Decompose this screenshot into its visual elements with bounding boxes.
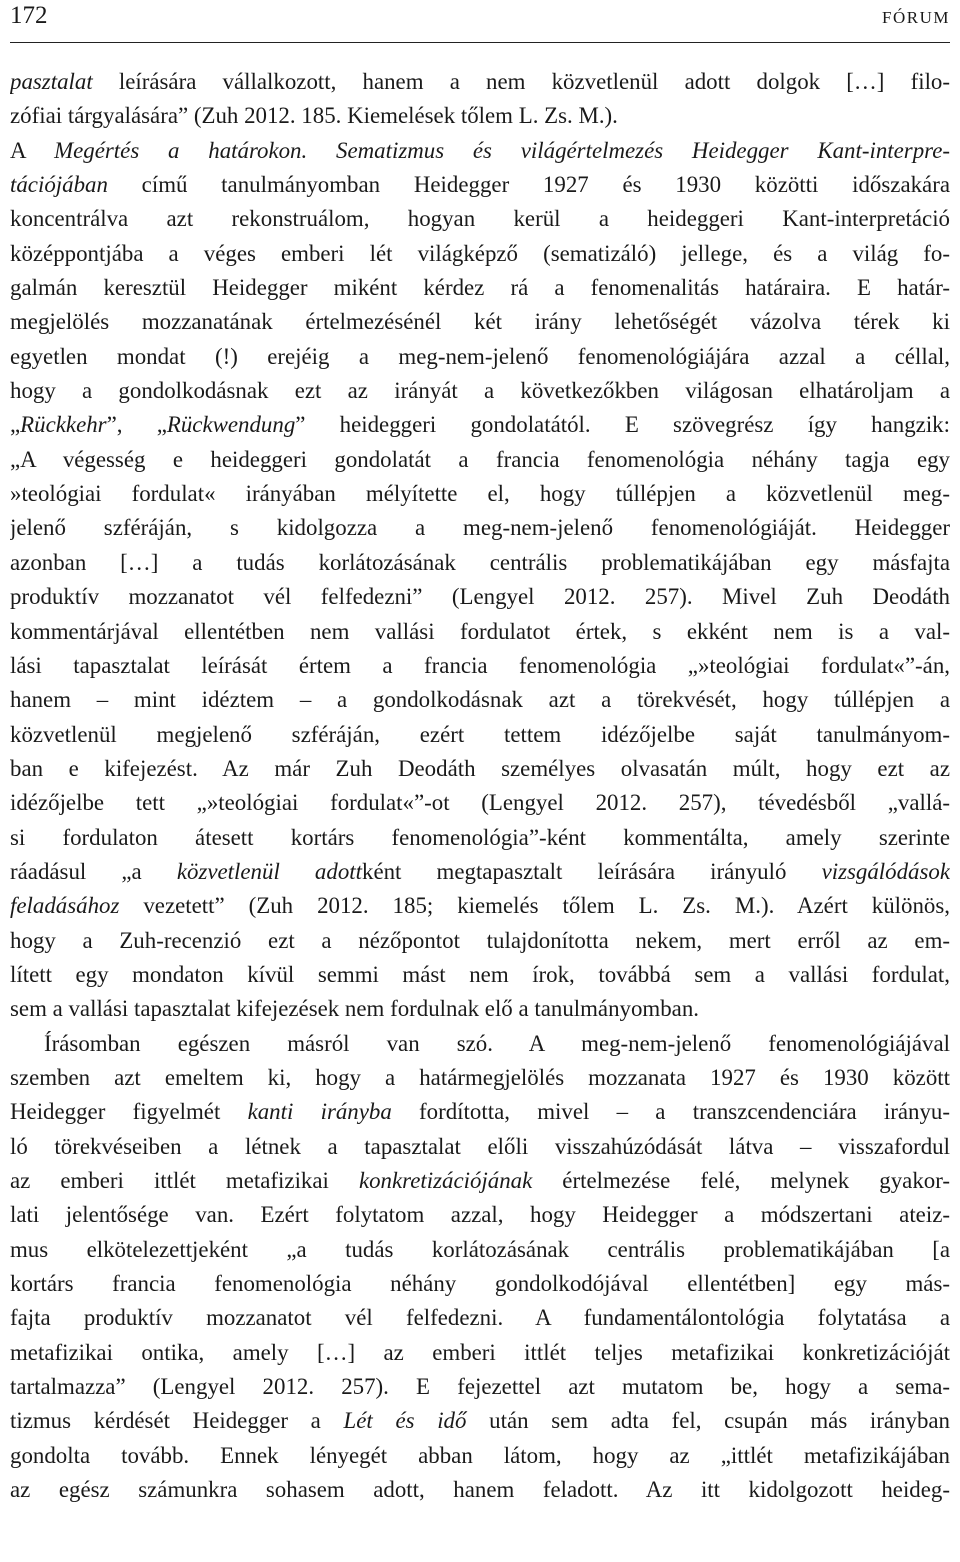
text-line: feladásához vezetett” (Zuh 2012. 185; kiemelés tőlem L. Zs. M.). Azért különös, [10, 893, 950, 919]
text-line: jelenő szféráján, s kidolgozza a meg-nem-jelenő fenomenológiáját. Heidegger [10, 515, 950, 541]
text-line: zófiai tárgyalására” (Zuh 2012. 185. Kiemelések tőlem L. Zs. M.). [10, 103, 618, 129]
text-line: Heidegger figyelmét kanti irányba fordította, mivel – a transzcendenciára irányu- [10, 1099, 950, 1125]
text-line: egyetlen mondat (!) erejéig a meg-nem-jelenő fenomenológiájára azzal a céllal, [10, 343, 950, 369]
text-line: ban e kifejezést. Az már Zuh Deodáth személyes olvasatán múlt, hogy ezt az [10, 755, 950, 781]
text-line: megjelölés mozzanatának értelmezésénél két irány lehetőségét vázolva térek ki [10, 309, 950, 335]
text-line: „Rückkehr”, „Rückwendung” heideggeri gondolatától. E szövegrész így hangzik: [10, 412, 950, 438]
text-line: si fordulaton átesett kortárs fenomenológia”-ként kommentálta, amely szerinte [10, 824, 950, 850]
text-line: galmán keresztül Heidegger miként kérdez rá a fenomenalitás határaira. E határ- [10, 275, 950, 301]
text-line: metafizikai ontika, amely […] az emberi ittlét teljes metafizikai konkretizációját [10, 1339, 950, 1365]
text-line: mus elkötelezettjeként „a tudás korlátozásának centrális problematikájában [a [10, 1236, 950, 1262]
text-line: hogy a Zuh-recenzió ezt a nézőpontot tulajdonította nekem, mert erről az em- [10, 927, 950, 953]
text-line: tartalmazza” (Lengyel 2012. 257). E fejezettel azt mutatom be, hogy a sema- [10, 1374, 950, 1400]
page-number: 172 [10, 2, 48, 29]
page-header [10, 0, 950, 43]
text-line: középpontjába a véges emberi lét világképző (sematizáló) jellege, és a világ fo- [10, 240, 950, 266]
text-line: A Megértés a határokon. Sematizmus és világértelmezés Heidegger Kant-interpre- [10, 137, 950, 163]
text-line: „A végesség e heideggeri gondolatát a francia fenomenológia néhány tagja egy [10, 446, 950, 472]
text-line: Írásomban egészen másról van szó. A meg-nem-jelenő fenomenológiájával [44, 1030, 950, 1056]
text-line: idézőjelbe tett „»teológiai fordulat«”-ot (Lengyel 2012. 257), tévedésből „vallá- [10, 790, 950, 816]
text-line: ló törekvéseiben a létnek a tapasztalat előli visszahúzódását látva – visszafordul [10, 1133, 950, 1159]
text-line: lati jelentősége van. Ezért folytatom azzal, hogy Heidegger a módszertani ateiz- [10, 1202, 950, 1228]
text-line: kommentárjával ellentétben nem vallási fordulatot értek, s ekként nem is a val- [10, 618, 950, 644]
text-line: pasztalat leírására vállalkozott, hanem a nem közvetlenül adott dolgok […] filo- [10, 69, 950, 94]
text-line: kortárs francia fenomenológia néhány gondolkodójával ellentétben] egy más- [10, 1271, 950, 1297]
text-line: gondolta tovább. Ennek lényegét abban látom, hogy az „ittlét metafizikájában [10, 1442, 950, 1468]
text-line: lített egy mondaton kívül semmi mást nem írok, továbbá sem a vallási fordulat, [10, 961, 950, 987]
body-text [10, 65, 950, 1507]
text-line: koncentrálva azt rekonstruálom, hogyan kerül a heideggeri Kant-interpretáció [10, 206, 950, 232]
text-line: hanem – mint idéztem – a gondolkodásnak azt a törekvését, hogy túllépjen a [10, 687, 950, 713]
text-line: hogy a gondolkodásnak ezt az irányát a következőkben világosan elhatároljam a [10, 378, 950, 404]
text-line: közvetlenül megjelenő szféráján, ezért tettem idézőjelbe saját tanulmányom- [10, 721, 950, 747]
text-line: szemben azt emeltem ki, hogy a határmegjelölés mozzanata 1927 és 1930 között [10, 1064, 950, 1090]
text-line: az egész számunkra sohasem adott, hanem feladott. Az itt kidolgozott heideg- [10, 1477, 950, 1503]
text-line: ráadásul „a közvetlenül adottként megtapasztalt leírására irányuló vizsgálódások [10, 858, 950, 884]
text-line: fajta produktív mozzanatot vél felfedezni. A fundamentálontológia folytatása a [10, 1305, 950, 1331]
text-line: azonban […] a tudás korlátozásának centrális problematikájában egy másfajta [10, 549, 950, 575]
text-line: sem a vallási tapasztalat kifejezések nem fordulnak elő a tanulmányomban. [10, 996, 699, 1022]
text-line: produktív mozzanatot vél felfedezni” (Lengyel 2012. 257). Mivel Zuh Deodáth [10, 584, 950, 610]
text-line: »teológiai fordulat« irányában mélyítette el, hogy túllépjen a közvetlenül meg- [10, 481, 950, 507]
text-line: tizmus kérdését Heidegger a Lét és idő után sem adta fel, csupán más irányban [10, 1408, 950, 1434]
running-head: FÓRUM [882, 8, 950, 27]
text-line: az emberi ittlét metafizikai konkretizációjának értelmezése felé, melynek gyakor- [10, 1168, 950, 1193]
text-line: lási tapasztalat leírását értem a francia fenomenológia „»teológiai fordulat«”-án, [10, 652, 950, 678]
text-line: tációjában című tanulmányomban Heidegger 1927 és 1930 közötti időszakára [10, 172, 950, 198]
